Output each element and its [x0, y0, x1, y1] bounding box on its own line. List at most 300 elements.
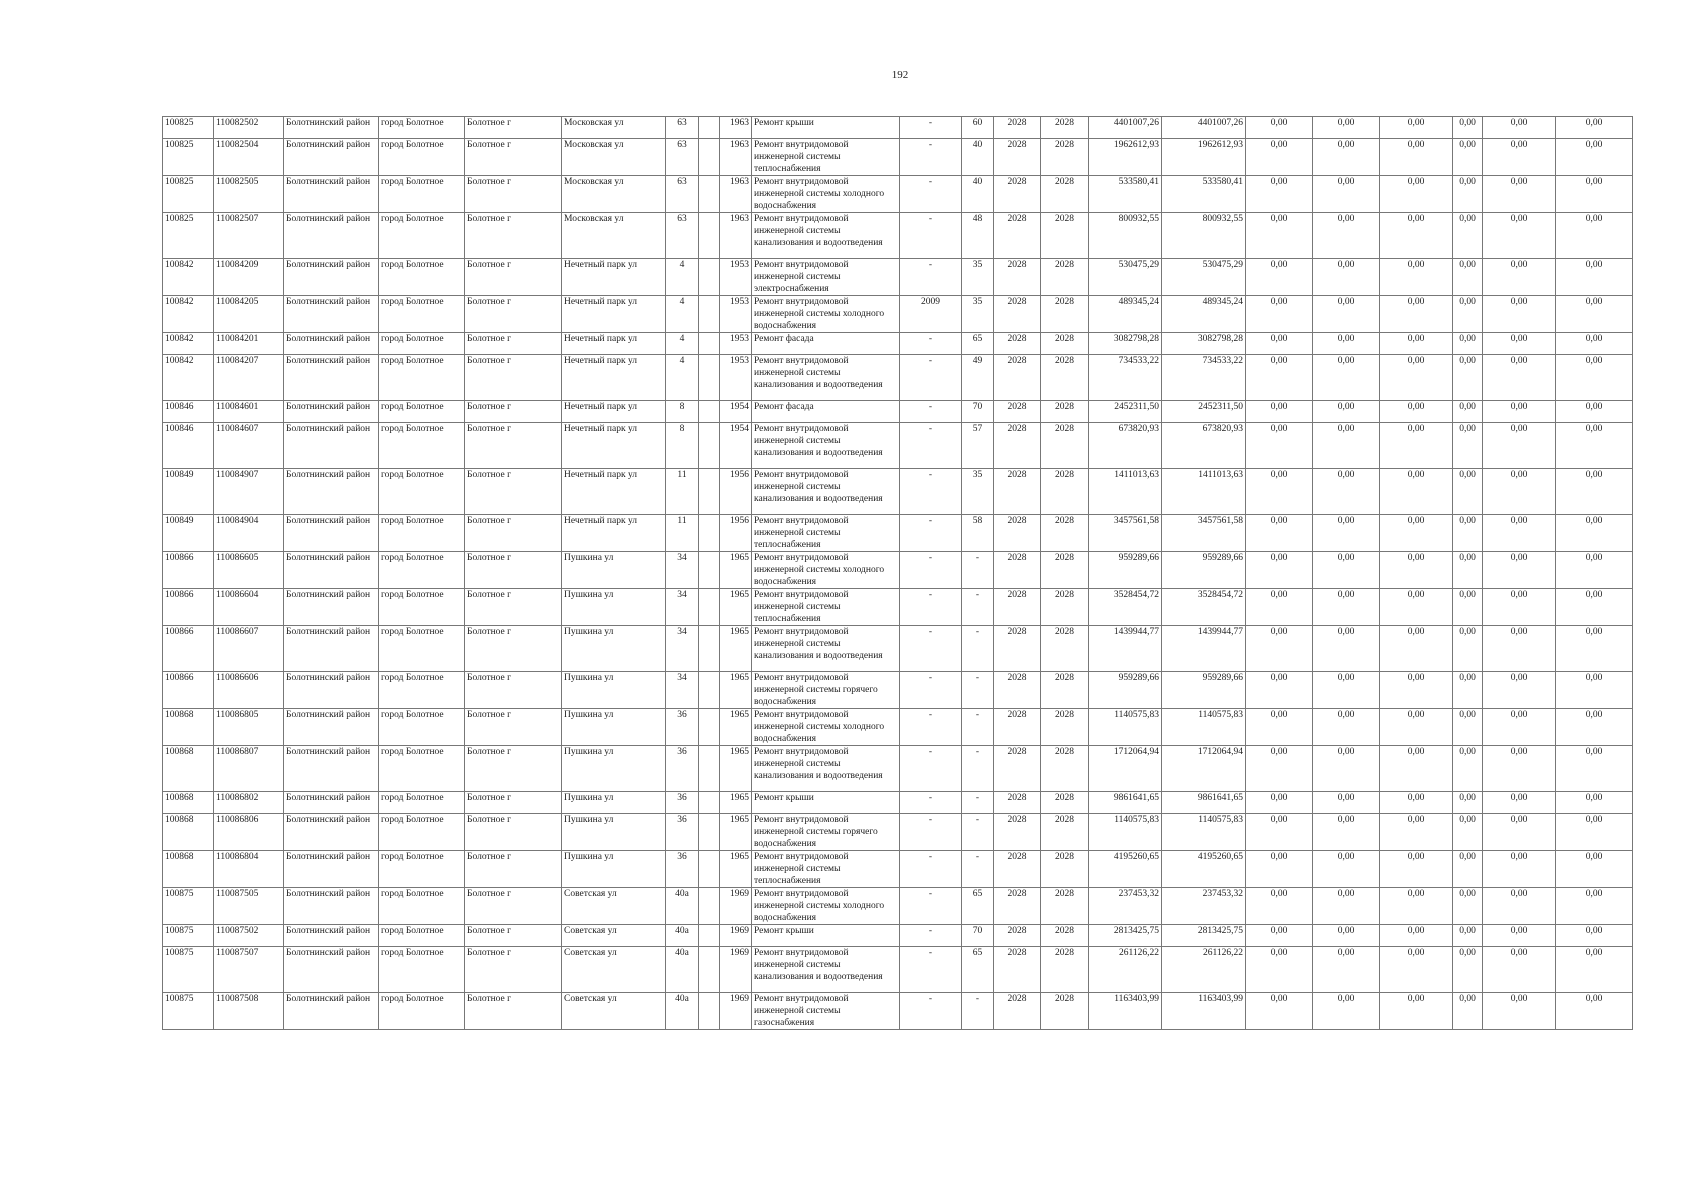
total-cell: 734533,22	[1162, 355, 1246, 401]
fund-2-cell: 0,00	[1313, 333, 1380, 355]
total-cell: 261126,22	[1162, 947, 1246, 993]
work-id-cell: 110086606	[214, 672, 284, 709]
work-id-cell: 110084904	[214, 515, 284, 552]
house-id-cell: 100866	[163, 589, 214, 626]
settlement-cell: Болотное г	[465, 792, 562, 814]
district-cell: Болотнинский район	[284, 925, 379, 947]
work-type-cell: Ремонт внутридомовой инженерной системы газоснабжения	[752, 993, 900, 1030]
last-repair-cell: -	[900, 792, 962, 814]
fund-3-cell: 0,00	[1380, 888, 1453, 925]
cost-cell: 2813425,75	[1089, 925, 1162, 947]
district-cell: Болотнинский район	[284, 552, 379, 589]
street-cell: Нечетный парк ул	[562, 423, 666, 469]
total-cell: 3082798,28	[1162, 333, 1246, 355]
fund-4-cell: 0,00	[1453, 213, 1483, 259]
year-built-cell: 1954	[720, 423, 752, 469]
building-cell	[699, 814, 720, 851]
year-start-cell: 2028	[994, 792, 1041, 814]
fund-4-cell: 0,00	[1453, 423, 1483, 469]
year-end-cell: 2028	[1041, 672, 1089, 709]
settlement-cell: Болотное г	[465, 296, 562, 333]
last-repair-cell: -	[900, 709, 962, 746]
year-start-cell: 2028	[994, 139, 1041, 176]
total-cell: 533580,41	[1162, 176, 1246, 213]
house-id-cell: 100842	[163, 296, 214, 333]
house-id-cell: 100846	[163, 423, 214, 469]
year-built-cell: 1965	[720, 552, 752, 589]
municipality-cell: город Болотное	[379, 401, 465, 423]
fund-5-cell: 0,00	[1483, 213, 1556, 259]
fund-3-cell: 0,00	[1380, 792, 1453, 814]
year-built-cell: 1965	[720, 851, 752, 888]
district-cell: Болотнинский район	[284, 888, 379, 925]
year-start-cell: 2028	[994, 672, 1041, 709]
district-cell: Болотнинский район	[284, 117, 379, 139]
work-type-cell: Ремонт внутридомовой инженерной системы канализования и водоотведения	[752, 947, 900, 993]
work-id-cell: 110087502	[214, 925, 284, 947]
year-start-cell: 2028	[994, 851, 1041, 888]
last-repair-cell: -	[900, 626, 962, 672]
fund-6-cell: 0,00	[1556, 176, 1633, 213]
year-end-cell: 2028	[1041, 355, 1089, 401]
fund-5-cell: 0,00	[1483, 469, 1556, 515]
building-cell	[699, 626, 720, 672]
work-type-cell: Ремонт внутридомовой инженерной системы канализования и водоотведения	[752, 469, 900, 515]
cost-cell: 1439944,77	[1089, 626, 1162, 672]
year-end-cell: 2028	[1041, 296, 1089, 333]
work-type-cell: Ремонт фасада	[752, 333, 900, 355]
fund-2-cell: 0,00	[1313, 401, 1380, 423]
total-cell: 1962612,93	[1162, 139, 1246, 176]
last-repair-cell: -	[900, 423, 962, 469]
year-start-cell: 2028	[994, 552, 1041, 589]
municipality-cell: город Болотное	[379, 792, 465, 814]
fund-2-cell: 0,00	[1313, 672, 1380, 709]
house-number-cell: 34	[666, 626, 699, 672]
settlement-cell: Болотное г	[465, 139, 562, 176]
wear-cell: 48	[962, 213, 994, 259]
district-cell: Болотнинский район	[284, 176, 379, 213]
municipality-cell: город Болотное	[379, 552, 465, 589]
fund-5-cell: 0,00	[1483, 746, 1556, 792]
total-cell: 489345,24	[1162, 296, 1246, 333]
district-cell: Болотнинский район	[284, 709, 379, 746]
street-cell: Нечетный парк ул	[562, 401, 666, 423]
house-id-cell: 100825	[163, 117, 214, 139]
district-cell: Болотнинский район	[284, 139, 379, 176]
fund-5-cell: 0,00	[1483, 851, 1556, 888]
cost-cell: 4195260,65	[1089, 851, 1162, 888]
last-repair-cell: -	[900, 176, 962, 213]
year-built-cell: 1953	[720, 355, 752, 401]
year-end-cell: 2028	[1041, 947, 1089, 993]
wear-cell: -	[962, 792, 994, 814]
settlement-cell: Болотное г	[465, 355, 562, 401]
district-cell: Болотнинский район	[284, 423, 379, 469]
year-end-cell: 2028	[1041, 888, 1089, 925]
work-id-cell: 110084201	[214, 333, 284, 355]
house-id-cell: 100849	[163, 515, 214, 552]
total-cell: 2813425,75	[1162, 925, 1246, 947]
building-cell	[699, 746, 720, 792]
settlement-cell: Болотное г	[465, 947, 562, 993]
work-id-cell: 110086607	[214, 626, 284, 672]
house-number-cell: 36	[666, 709, 699, 746]
last-repair-cell: -	[900, 552, 962, 589]
fund-4-cell: 0,00	[1453, 925, 1483, 947]
cost-cell: 4401007,26	[1089, 117, 1162, 139]
street-cell: Пушкина ул	[562, 709, 666, 746]
cost-cell: 673820,93	[1089, 423, 1162, 469]
fund-6-cell: 0,00	[1556, 993, 1633, 1030]
house-id-cell: 100866	[163, 672, 214, 709]
cost-cell: 1712064,94	[1089, 746, 1162, 792]
street-cell: Пушкина ул	[562, 746, 666, 792]
building-cell	[699, 423, 720, 469]
year-built-cell: 1965	[720, 626, 752, 672]
last-repair-cell: -	[900, 589, 962, 626]
fund-4-cell: 0,00	[1453, 355, 1483, 401]
cost-cell: 3082798,28	[1089, 333, 1162, 355]
work-type-cell: Ремонт внутридомовой инженерной системы теплоснабжения	[752, 515, 900, 552]
street-cell: Московская ул	[562, 139, 666, 176]
house-id-cell: 100868	[163, 746, 214, 792]
fund-2-cell: 0,00	[1313, 993, 1380, 1030]
cost-cell: 9861641,65	[1089, 792, 1162, 814]
work-id-cell: 110086604	[214, 589, 284, 626]
house-id-cell: 100842	[163, 259, 214, 296]
fund-1-cell: 0,00	[1246, 423, 1313, 469]
house-number-cell: 40а	[666, 888, 699, 925]
municipality-cell: город Болотное	[379, 355, 465, 401]
year-end-cell: 2028	[1041, 401, 1089, 423]
house-number-cell: 34	[666, 589, 699, 626]
table-row	[163, 947, 1633, 993]
year-start-cell: 2028	[994, 888, 1041, 925]
fund-2-cell: 0,00	[1313, 213, 1380, 259]
building-cell	[699, 333, 720, 355]
wear-cell: 35	[962, 259, 994, 296]
year-start-cell: 2028	[994, 333, 1041, 355]
house-number-cell: 11	[666, 469, 699, 515]
street-cell: Пушкина ул	[562, 851, 666, 888]
work-type-cell: Ремонт внутридомовой инженерной системы горячего водоснабжения	[752, 672, 900, 709]
total-cell: 1411013,63	[1162, 469, 1246, 515]
municipality-cell: город Болотное	[379, 213, 465, 259]
year-built-cell: 1953	[720, 296, 752, 333]
fund-3-cell: 0,00	[1380, 333, 1453, 355]
last-repair-cell: -	[900, 746, 962, 792]
fund-2-cell: 0,00	[1313, 888, 1380, 925]
total-cell: 673820,93	[1162, 423, 1246, 469]
fund-6-cell: 0,00	[1556, 117, 1633, 139]
fund-2-cell: 0,00	[1313, 139, 1380, 176]
settlement-cell: Болотное г	[465, 888, 562, 925]
total-cell: 237453,32	[1162, 888, 1246, 925]
table-row	[163, 814, 1633, 851]
fund-5-cell: 0,00	[1483, 117, 1556, 139]
table-row	[163, 746, 1633, 792]
year-end-cell: 2028	[1041, 117, 1089, 139]
house-id-cell: 100849	[163, 469, 214, 515]
year-end-cell: 2028	[1041, 423, 1089, 469]
fund-4-cell: 0,00	[1453, 552, 1483, 589]
year-built-cell: 1963	[720, 176, 752, 213]
fund-1-cell: 0,00	[1246, 792, 1313, 814]
year-end-cell: 2028	[1041, 792, 1089, 814]
fund-6-cell: 0,00	[1556, 814, 1633, 851]
year-start-cell: 2028	[994, 925, 1041, 947]
district-cell: Болотнинский район	[284, 993, 379, 1030]
last-repair-cell: -	[900, 117, 962, 139]
work-id-cell: 110087508	[214, 993, 284, 1030]
cost-cell: 533580,41	[1089, 176, 1162, 213]
year-start-cell: 2028	[994, 259, 1041, 296]
wear-cell: -	[962, 851, 994, 888]
fund-2-cell: 0,00	[1313, 947, 1380, 993]
year-end-cell: 2028	[1041, 515, 1089, 552]
fund-1-cell: 0,00	[1246, 993, 1313, 1030]
fund-3-cell: 0,00	[1380, 296, 1453, 333]
fund-3-cell: 0,00	[1380, 259, 1453, 296]
fund-4-cell: 0,00	[1453, 814, 1483, 851]
street-cell: Пушкина ул	[562, 672, 666, 709]
fund-6-cell: 0,00	[1556, 792, 1633, 814]
fund-4-cell: 0,00	[1453, 626, 1483, 672]
house-id-cell: 100875	[163, 925, 214, 947]
wear-cell: 58	[962, 515, 994, 552]
fund-3-cell: 0,00	[1380, 851, 1453, 888]
municipality-cell: город Болотное	[379, 176, 465, 213]
cost-cell: 959289,66	[1089, 552, 1162, 589]
fund-5-cell: 0,00	[1483, 947, 1556, 993]
year-built-cell: 1963	[720, 213, 752, 259]
house-id-cell: 100875	[163, 947, 214, 993]
fund-3-cell: 0,00	[1380, 423, 1453, 469]
last-repair-cell: -	[900, 213, 962, 259]
street-cell: Нечетный парк ул	[562, 469, 666, 515]
fund-4-cell: 0,00	[1453, 401, 1483, 423]
fund-1-cell: 0,00	[1246, 139, 1313, 176]
fund-5-cell: 0,00	[1483, 626, 1556, 672]
year-start-cell: 2028	[994, 117, 1041, 139]
settlement-cell: Болотное г	[465, 401, 562, 423]
house-id-cell: 100868	[163, 851, 214, 888]
fund-1-cell: 0,00	[1246, 814, 1313, 851]
fund-4-cell: 0,00	[1453, 746, 1483, 792]
building-cell	[699, 947, 720, 993]
fund-6-cell: 0,00	[1556, 709, 1633, 746]
work-id-cell: 110086802	[214, 792, 284, 814]
building-cell	[699, 672, 720, 709]
building-cell	[699, 552, 720, 589]
fund-6-cell: 0,00	[1556, 139, 1633, 176]
municipality-cell: город Болотное	[379, 851, 465, 888]
district-cell: Болотнинский район	[284, 355, 379, 401]
municipality-cell: город Болотное	[379, 925, 465, 947]
work-id-cell: 110086807	[214, 746, 284, 792]
municipality-cell: город Болотное	[379, 117, 465, 139]
building-cell	[699, 117, 720, 139]
fund-6-cell: 0,00	[1556, 333, 1633, 355]
table-row	[163, 176, 1633, 213]
building-cell	[699, 851, 720, 888]
fund-1-cell: 0,00	[1246, 925, 1313, 947]
work-id-cell: 110086806	[214, 814, 284, 851]
house-number-cell: 36	[666, 746, 699, 792]
fund-5-cell: 0,00	[1483, 401, 1556, 423]
work-type-cell: Ремонт внутридомовой инженерной системы холодного водоснабжения	[752, 176, 900, 213]
fund-4-cell: 0,00	[1453, 709, 1483, 746]
house-number-cell: 36	[666, 851, 699, 888]
fund-1-cell: 0,00	[1246, 355, 1313, 401]
wear-cell: 49	[962, 355, 994, 401]
house-number-cell: 36	[666, 814, 699, 851]
fund-3-cell: 0,00	[1380, 814, 1453, 851]
work-type-cell: Ремонт внутридомовой инженерной системы теплоснабжения	[752, 851, 900, 888]
fund-2-cell: 0,00	[1313, 792, 1380, 814]
fund-6-cell: 0,00	[1556, 213, 1633, 259]
year-built-cell: 1963	[720, 139, 752, 176]
fund-6-cell: 0,00	[1556, 401, 1633, 423]
work-id-cell: 110086605	[214, 552, 284, 589]
fund-2-cell: 0,00	[1313, 851, 1380, 888]
year-built-cell: 1956	[720, 515, 752, 552]
house-number-cell: 11	[666, 515, 699, 552]
table-row	[163, 296, 1633, 333]
year-start-cell: 2028	[994, 993, 1041, 1030]
fund-5-cell: 0,00	[1483, 355, 1556, 401]
year-start-cell: 2028	[994, 746, 1041, 792]
municipality-cell: город Болотное	[379, 259, 465, 296]
work-type-cell: Ремонт внутридомовой инженерной системы теплоснабжения	[752, 589, 900, 626]
fund-2-cell: 0,00	[1313, 925, 1380, 947]
work-type-cell: Ремонт внутридомовой инженерной системы канализования и водоотведения	[752, 213, 900, 259]
year-built-cell: 1965	[720, 709, 752, 746]
house-id-cell: 100825	[163, 213, 214, 259]
house-number-cell: 63	[666, 213, 699, 259]
street-cell: Нечетный парк ул	[562, 355, 666, 401]
last-repair-cell: -	[900, 993, 962, 1030]
municipality-cell: город Болотное	[379, 947, 465, 993]
wear-cell: -	[962, 746, 994, 792]
house-id-cell: 100875	[163, 888, 214, 925]
house-number-cell: 40а	[666, 925, 699, 947]
work-id-cell: 110084601	[214, 401, 284, 423]
total-cell: 1140575,83	[1162, 709, 1246, 746]
house-id-cell: 100825	[163, 176, 214, 213]
work-type-cell: Ремонт внутридомовой инженерной системы канализования и водоотведения	[752, 746, 900, 792]
table-row	[163, 213, 1633, 259]
year-end-cell: 2028	[1041, 589, 1089, 626]
building-cell	[699, 296, 720, 333]
table-row	[163, 423, 1633, 469]
house-number-cell: 63	[666, 139, 699, 176]
building-cell	[699, 401, 720, 423]
year-start-cell: 2028	[994, 947, 1041, 993]
settlement-cell: Болотное г	[465, 176, 562, 213]
table-row	[163, 888, 1633, 925]
year-start-cell: 2028	[994, 814, 1041, 851]
house-number-cell: 40а	[666, 993, 699, 1030]
work-id-cell: 110084907	[214, 469, 284, 515]
fund-6-cell: 0,00	[1556, 355, 1633, 401]
cost-cell: 1411013,63	[1089, 469, 1162, 515]
fund-6-cell: 0,00	[1556, 589, 1633, 626]
district-cell: Болотнинский район	[284, 469, 379, 515]
cost-cell: 2452311,50	[1089, 401, 1162, 423]
total-cell: 3457561,58	[1162, 515, 1246, 552]
fund-6-cell: 0,00	[1556, 888, 1633, 925]
fund-2-cell: 0,00	[1313, 117, 1380, 139]
fund-4-cell: 0,00	[1453, 176, 1483, 213]
fund-1-cell: 0,00	[1246, 672, 1313, 709]
fund-6-cell: 0,00	[1556, 469, 1633, 515]
work-id-cell: 110082504	[214, 139, 284, 176]
fund-4-cell: 0,00	[1453, 589, 1483, 626]
district-cell: Болотнинский район	[284, 296, 379, 333]
cost-cell: 959289,66	[1089, 672, 1162, 709]
municipality-cell: город Болотное	[379, 423, 465, 469]
table-body	[163, 117, 1633, 1030]
year-start-cell: 2028	[994, 423, 1041, 469]
house-id-cell: 100866	[163, 626, 214, 672]
total-cell: 530475,29	[1162, 259, 1246, 296]
year-built-cell: 1953	[720, 333, 752, 355]
wear-cell: 65	[962, 333, 994, 355]
house-number-cell: 4	[666, 296, 699, 333]
fund-4-cell: 0,00	[1453, 469, 1483, 515]
fund-3-cell: 0,00	[1380, 469, 1453, 515]
total-cell: 1163403,99	[1162, 993, 1246, 1030]
year-built-cell: 1969	[720, 888, 752, 925]
year-end-cell: 2028	[1041, 552, 1089, 589]
wear-cell: 65	[962, 888, 994, 925]
last-repair-cell: -	[900, 333, 962, 355]
table-row	[163, 925, 1633, 947]
table-row	[163, 139, 1633, 176]
municipality-cell: город Болотное	[379, 589, 465, 626]
fund-6-cell: 0,00	[1556, 515, 1633, 552]
fund-4-cell: 0,00	[1453, 139, 1483, 176]
fund-4-cell: 0,00	[1453, 333, 1483, 355]
fund-5-cell: 0,00	[1483, 139, 1556, 176]
table-row	[163, 469, 1633, 515]
fund-1-cell: 0,00	[1246, 469, 1313, 515]
last-repair-cell: -	[900, 401, 962, 423]
street-cell: Нечетный парк ул	[562, 333, 666, 355]
work-type-cell: Ремонт внутридомовой инженерной системы канализования и водоотведения	[752, 355, 900, 401]
year-built-cell: 1965	[720, 589, 752, 626]
house-id-cell: 100868	[163, 792, 214, 814]
street-cell: Нечетный парк ул	[562, 515, 666, 552]
wear-cell: -	[962, 709, 994, 746]
work-type-cell: Ремонт внутридомовой инженерной системы холодного водоснабжения	[752, 552, 900, 589]
fund-4-cell: 0,00	[1453, 993, 1483, 1030]
fund-2-cell: 0,00	[1313, 515, 1380, 552]
cost-cell: 1962612,93	[1089, 139, 1162, 176]
fund-1-cell: 0,00	[1246, 515, 1313, 552]
fund-2-cell: 0,00	[1313, 259, 1380, 296]
work-type-cell: Ремонт внутридомовой инженерной системы канализования и водоотведения	[752, 626, 900, 672]
fund-1-cell: 0,00	[1246, 589, 1313, 626]
wear-cell: 35	[962, 469, 994, 515]
year-start-cell: 2028	[994, 176, 1041, 213]
street-cell: Советская ул	[562, 888, 666, 925]
fund-3-cell: 0,00	[1380, 626, 1453, 672]
work-id-cell: 110086805	[214, 709, 284, 746]
fund-4-cell: 0,00	[1453, 851, 1483, 888]
